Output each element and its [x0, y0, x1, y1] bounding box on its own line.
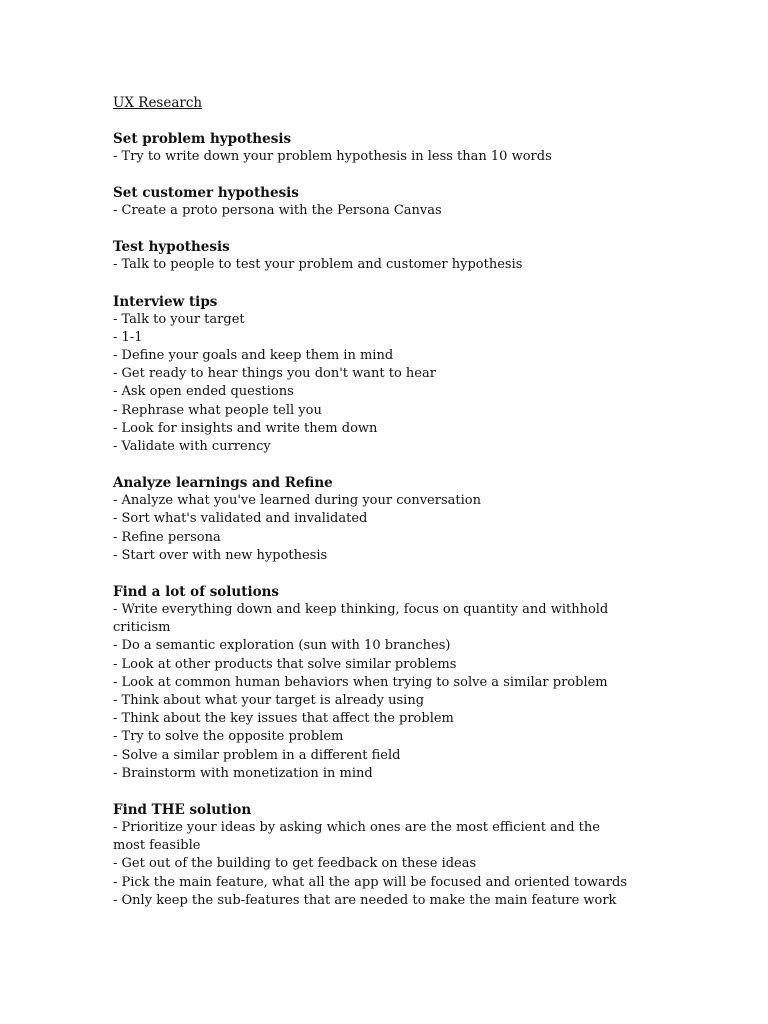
sections-container	[113, 130, 633, 910]
list-item: - Create a proto persona with the Persona Canvas	[113, 203, 442, 219]
list-item: - Get ready to hear things you don't want to hear	[113, 366, 436, 382]
list-item: - Only keep the sub-features that are needed to make the main feature work	[113, 892, 617, 908]
list-item: - Think about what your target is already using	[113, 693, 425, 709]
list-item: - Do a semantic exploration (sun with 10 branches)	[113, 638, 451, 654]
list-item: - Rephrase what people tell you	[113, 402, 322, 418]
list-item: - Try to write down your problem hypothesis in less than 10 words	[113, 149, 552, 164]
list-item: - Try to solve the opposite problem	[113, 729, 344, 745]
section-item-list	[113, 256, 633, 274]
list-item: - Brainstorm with monetization in mind	[113, 765, 373, 781]
section	[113, 583, 633, 783]
section	[113, 801, 633, 910]
list-item: - Refine persona	[113, 529, 221, 545]
section-heading: Test hypothesis	[113, 239, 230, 256]
list-item: - Start over with new hypothesis	[113, 547, 328, 563]
list-item: - Talk to your target	[113, 311, 245, 327]
section	[113, 238, 633, 274]
list-item: - Look at other products that solve similar problems	[113, 656, 457, 672]
section	[113, 184, 633, 220]
list-item: - Prioritize your ideas by asking which ones are the most efficient and the most feasible	[113, 820, 600, 854]
document-title: UX Research	[113, 95, 203, 111]
section-heading: Interview tips	[113, 293, 218, 310]
list-item: - Pick the main feature, what all the app will be focused and oriented towards	[113, 874, 628, 890]
section-heading: Set customer hypothesis	[113, 185, 299, 202]
list-item: - Write everything down and keep thinking, focus on quantity and withhold criticism	[113, 602, 609, 636]
list-item: - Analyze what you've learned during your conversation	[113, 493, 481, 509]
list-item: - Talk to people to test your problem and customer hypothesis	[113, 257, 523, 273]
section-heading: Set problem hypothesis	[113, 131, 292, 147]
section-item-list	[113, 492, 633, 565]
section-item-list	[113, 148, 633, 166]
list-item: - Look at common human behaviors when trying to solve a similar problem	[113, 674, 608, 690]
list-item: - Ask open ended questions	[113, 384, 294, 400]
section-item-list	[113, 202, 633, 220]
section-heading: Find a lot of solutions	[113, 584, 280, 601]
list-item: - Define your goals and keep them in mind	[113, 348, 394, 364]
section-heading: Analyze learnings and Refine	[113, 475, 333, 492]
section-heading: Find THE solution	[113, 802, 252, 819]
list-item: - Sort what's validated and invalidated	[113, 511, 368, 527]
list-item: - Solve a similar problem in a different field	[113, 747, 401, 763]
list-item: - Validate with currency	[113, 439, 271, 455]
list-item: - Look for insights and write them down	[113, 420, 378, 436]
list-item: - 1-1	[113, 329, 143, 345]
section	[113, 474, 633, 565]
list-item: - Get out of the building to get feedback on these ideas	[113, 856, 477, 872]
list-item: - Think about the key issues that affect the problem	[113, 711, 454, 727]
section	[113, 130, 633, 166]
section-item-list	[113, 601, 633, 783]
section	[113, 293, 633, 457]
section-item-list	[113, 819, 633, 910]
section-item-list	[113, 311, 633, 457]
document-page	[113, 94, 633, 928]
